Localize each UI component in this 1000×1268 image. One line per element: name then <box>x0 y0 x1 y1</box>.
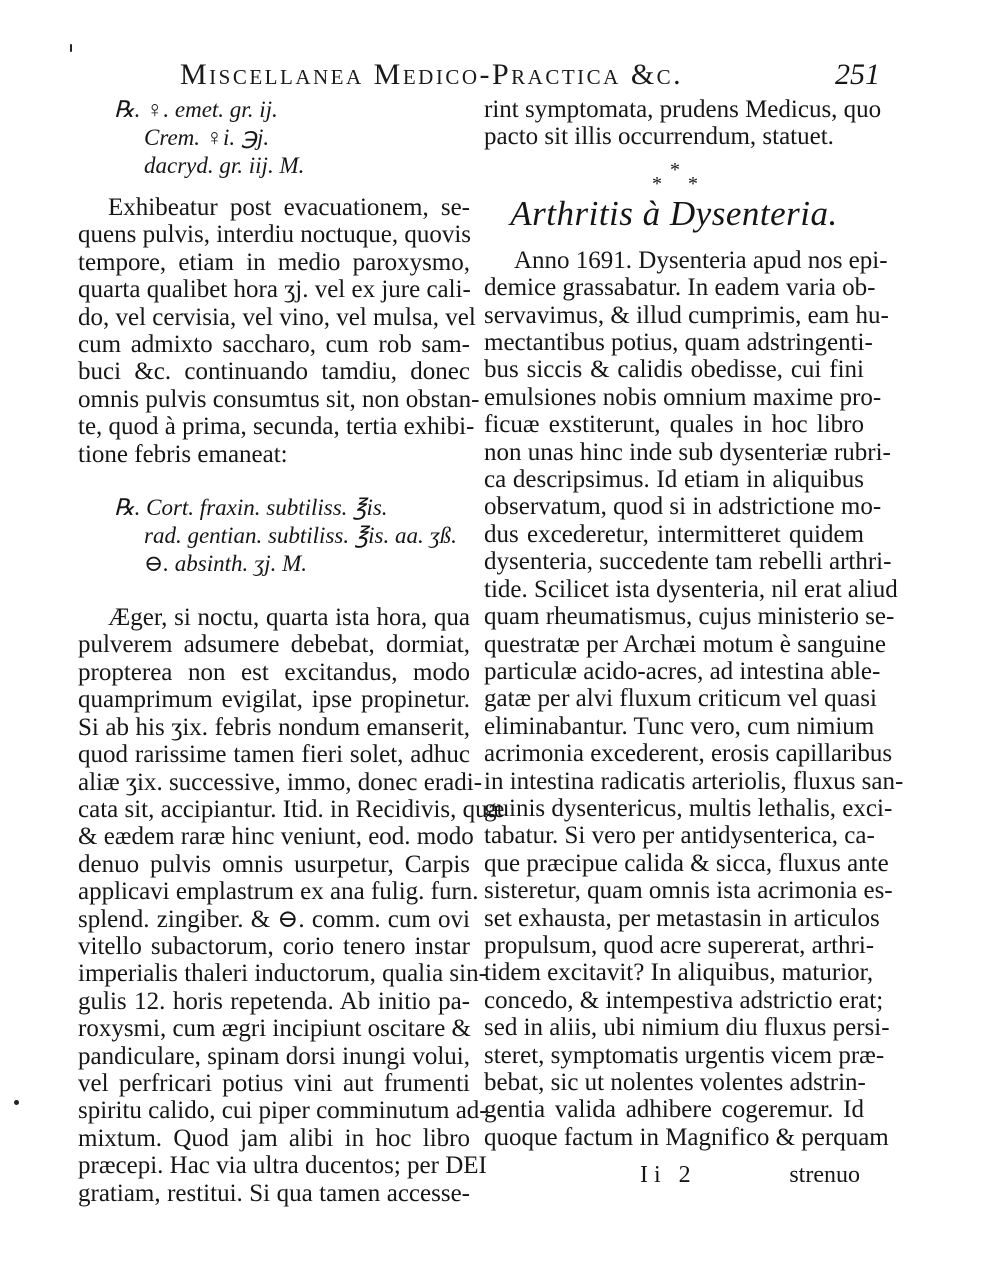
print-speck <box>70 44 72 52</box>
text-line: guinis dysentericus, multis lethalis, exci- <box>484 794 893 822</box>
text-line: do, vel cervisia, vel vino, vel mulsa, vel <box>78 303 476 331</box>
text-line: cata sit, accipiantur. Itid. in Recidivis, quæ <box>78 795 505 823</box>
text-line: cum admixto saccharo, cum rob sam- <box>78 331 470 359</box>
recipe-line: dacryd. gr. iij. M. <box>144 153 305 178</box>
text-line: spiritu calido, cui piper comminutum ad- <box>78 1097 488 1125</box>
asterisk: * <box>652 172 662 195</box>
text-line: que præcipue calida & sicca, fluxus ante <box>484 849 889 877</box>
right-column <box>484 96 904 1151</box>
text-line: roxysmi, cum ægri incipiunt oscitare & <box>78 1015 471 1043</box>
text-line: sisteretur, quam omnis ista acrimonia es- <box>484 877 893 905</box>
text-line: omnis pulvis consumtus sit, non obstan- <box>78 385 480 413</box>
text-line: quarta qualibet hora ʒj. vel ex jure cali- <box>78 276 471 304</box>
recipe-line: ℞. Cort. fraxin. subtiliss. ℥is. <box>114 495 388 521</box>
recipe-line: Crem. ♀i. ℈j. <box>144 125 270 150</box>
text-line: in intestina radicatis arteriolis, fluxus san- <box>484 767 904 795</box>
text-line: servavimus, & illud cumprimis, eam hu- <box>484 301 889 329</box>
asterisk: * <box>670 158 680 181</box>
text-line: acrimonia excederent, erosis capillaribus <box>484 740 893 768</box>
text-line: bebat, sic ut nolentes volentes adstrin- <box>484 1069 866 1096</box>
text-line: Anno 1691. Dysenteria apud nos epi- <box>514 246 888 274</box>
text-line: aliæ ʒix. successive, immo, donec eradi- <box>78 768 483 796</box>
text-line: imperialis thaleri inductorum, qualia sin- <box>78 960 487 988</box>
text-line: & eædem raræ hinc veniunt, eod. modo <box>78 823 474 851</box>
text-line: ca descripsimus. Id etiam in aliquibus <box>484 466 864 494</box>
text-line: gratiam, restitui. Si qua tamen accesse- <box>78 1179 470 1207</box>
text-line: steret, symptomatis urgentis vicem præ- <box>484 1041 885 1069</box>
text-line: Si ab his ʒix. febris nondum emanserit, <box>78 713 470 741</box>
text-line: mixtum. Quod jam alibi in hoc libro <box>78 1124 470 1152</box>
text-line: emulsiones nobis omnium maxime pro- <box>484 383 882 411</box>
text-line: præcepi. Hac via ultra ducentos; per DEI <box>78 1152 487 1180</box>
text-line: tempore, etiam in medio paroxysmo, <box>78 248 470 276</box>
text-line: te, quod à prima, secunda, tertia exhibi- <box>78 413 475 441</box>
text-line: quens pulvis, interdiu noctuque, quovis <box>78 221 472 249</box>
text-line: non unas hinc inde sub dysenteriæ rubri- <box>484 438 891 466</box>
signature-mark: Ii 2 <box>640 1162 697 1188</box>
recipe-line: ℞. ♀. emet. gr. ij. <box>114 97 278 122</box>
recipe-block-2 <box>78 494 470 578</box>
catchword: strenuo <box>789 1162 860 1188</box>
text-line: gentia valida adhibere cogeremur. Id <box>484 1096 864 1124</box>
recipe-line: rad. gentian. subtiliss. ℥is. aa. ʒß. <box>144 523 457 549</box>
text-line: rint symptomata, prudens Medicus, quo <box>484 96 882 123</box>
text-line: denuo pulvis omnis usurpetur, Carpis <box>78 850 470 878</box>
text-line: tione febris emaneat: <box>78 440 288 468</box>
text-line: tide. Scilicet ista dysenteria, nil erat aliud <box>484 575 898 603</box>
text-line: dysenteria, succedente tam rebelli arthri- <box>484 548 892 576</box>
left-column <box>78 96 505 1207</box>
recipe-block-1 <box>78 96 470 180</box>
text-line: Æger, si noctu, quarta ista hora, qua <box>108 604 470 632</box>
paragraph-continuation <box>484 96 882 151</box>
text-line: vitello subactorum, corio tenero instar <box>78 932 470 960</box>
text-line: gatæ per alvi fluxum criticum vel quasi <box>484 685 877 713</box>
text-line: gulis 12. horis repetenda. Ab initio pa- <box>78 987 470 1015</box>
section-heading: Arthritis à Dysenteria. <box>510 193 838 233</box>
text-line: sed in aliis, ubi nimium diu fluxus persi- <box>484 1014 890 1042</box>
text-line: buci &c. continuando tamdiu, donec <box>78 358 470 386</box>
text-line: tabatur. Si vero per antidysenterica, ca- <box>484 822 875 850</box>
page-footer <box>600 1162 870 1192</box>
text-line: pulverem adsumere debebat, dormiat, <box>78 631 470 659</box>
text-line: quamprimum evigilat, ipse propinetur. <box>78 686 470 714</box>
text-line: pacto sit illis occurrendum, statuet. <box>484 123 834 151</box>
text-line: bus siccis & calidis obedisse, cui fini <box>484 356 864 384</box>
text-line: mectantibus potius, quam adstringenti- <box>484 329 873 357</box>
recipe-line: ⊖. absinth. ʒj. M. <box>144 551 308 577</box>
text-line: ficuæ exstiterunt, quales in hoc libro <box>484 411 864 439</box>
text-line: set exhausta, per metastasin in articulos <box>484 904 880 932</box>
text-line: propulsum, quod acre supererat, arthri- <box>484 931 875 959</box>
paragraph-2 <box>78 604 505 1207</box>
text-line: quod rarissime tamen fieri solet, adhuc <box>78 741 470 769</box>
text-line: observatum, quod si in adstrictione mo- <box>484 493 882 521</box>
text-line: applicavi emplastrum ex ana fulig. furn. <box>78 878 479 906</box>
paragraph-main <box>484 246 904 1151</box>
text-line: particulæ acido-acres, ad intestina able- <box>484 657 881 685</box>
text-line: dus excederetur, intermitteret quidem <box>484 520 864 548</box>
text-line: propterea non est excitandus, modo <box>78 658 470 686</box>
print-speck <box>14 1100 19 1105</box>
text-line: tidem excitavit? In aliquibus, maturior, <box>484 959 874 987</box>
page-number: 251 <box>835 58 880 91</box>
text-line: questratæ per Archæi motum è sanguine <box>484 630 887 658</box>
text-line: quam rheumatismus, cujus ministerio se- <box>484 603 895 631</box>
text-line: quoque factum in Magnifico & perquam <box>484 1123 889 1151</box>
paragraph-1 <box>78 194 480 468</box>
text-line: splend. zingiber. & ⊖. comm. cum ovi <box>78 905 470 933</box>
text-line: concedo, & intempestiva adstrictio erat; <box>484 986 884 1014</box>
text-line: vel perfricari potius vini aut frumenti <box>78 1069 470 1097</box>
text-line: Exhibeatur post evacuationem, se- <box>108 194 470 221</box>
asterisk: * <box>688 172 698 195</box>
running-title: Miscellanea Medico-Practica &c. <box>180 58 684 91</box>
text-line: demice grassabatur. In eadem varia ob- <box>484 274 876 302</box>
text-line: pandiculare, spinam dorsi inungi volui, <box>78 1042 470 1070</box>
asterism <box>484 151 864 195</box>
text-line: eliminabantur. Tunc vero, cum nimium <box>484 712 875 740</box>
